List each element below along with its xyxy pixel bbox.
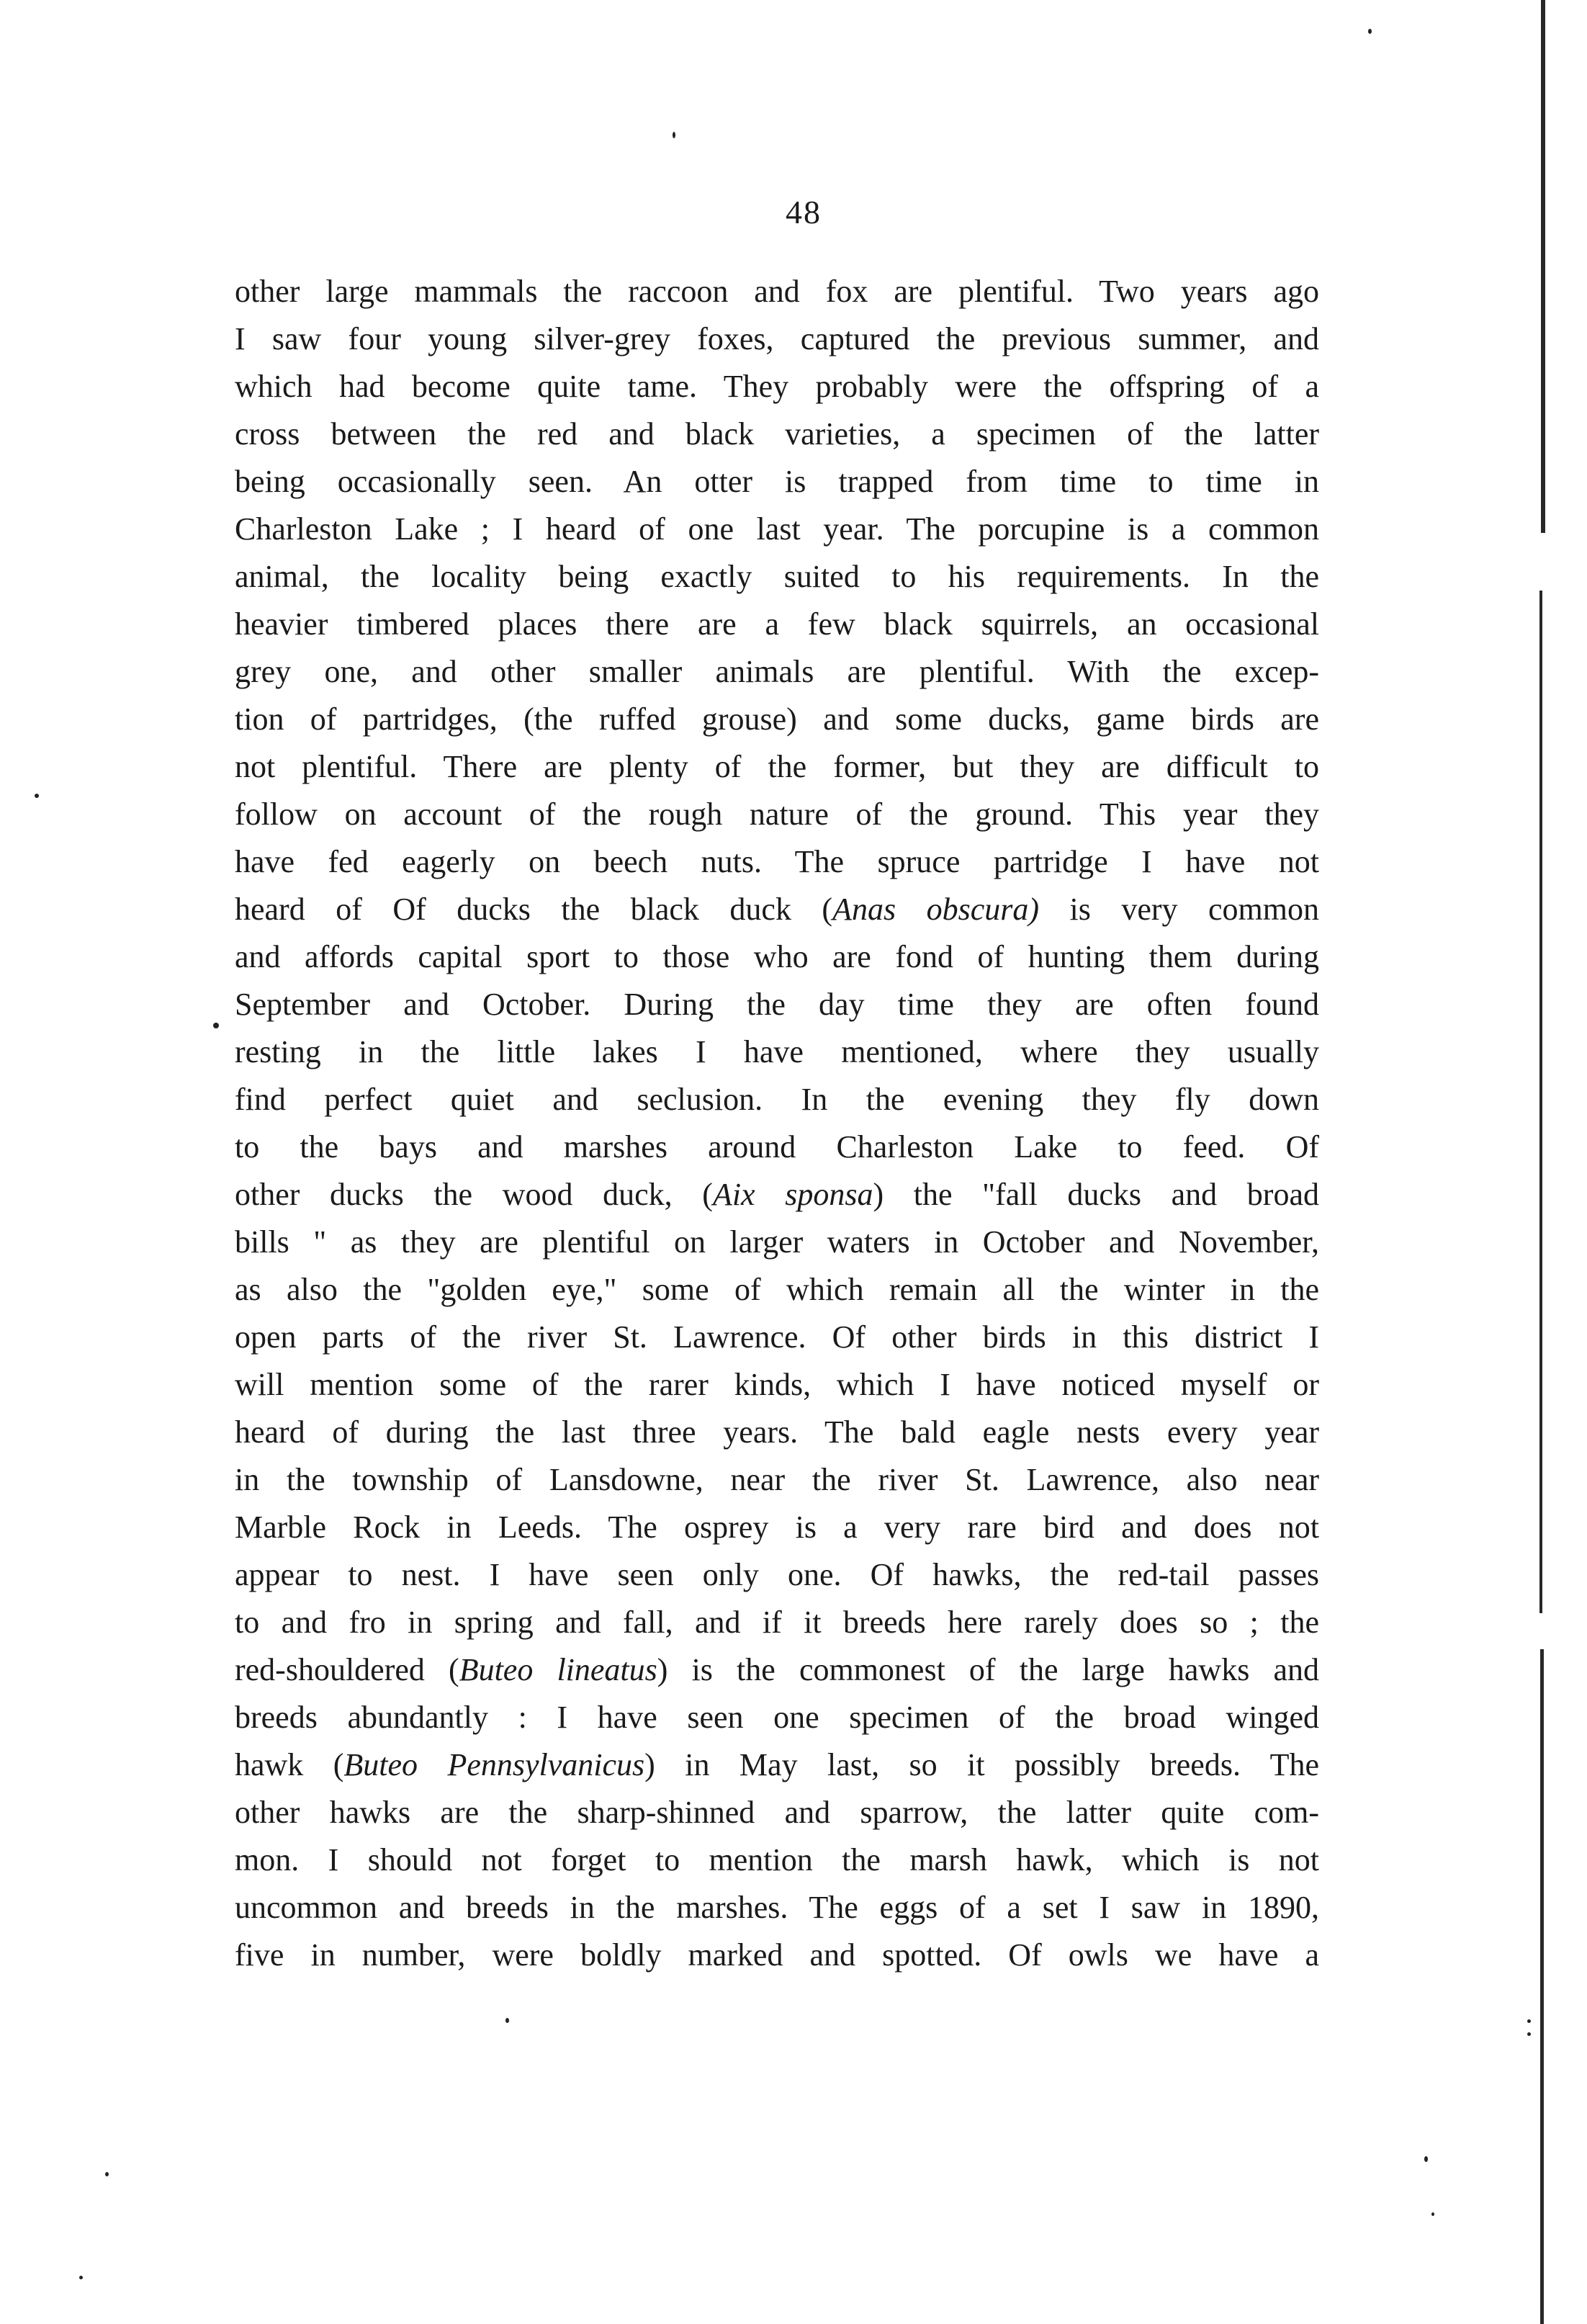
scan-speck — [35, 794, 39, 798]
text-segment: animal, the locality being exactly suited to his requirements. In the — [235, 559, 1319, 594]
text-segment: have fed eagerly on beech nuts. The spruce partridge I have not — [235, 844, 1319, 879]
text-segment: ) the "fall ducks and broad — [873, 1177, 1319, 1212]
scan-speck — [1431, 2212, 1434, 2216]
text-segment: bills " as they are plentiful on larger waters in October and November, — [235, 1224, 1319, 1260]
text-segment: heard of Of ducks the black duck ( — [235, 892, 833, 927]
text-line — [235, 1076, 1319, 1123]
text-segment: is very common — [1039, 892, 1319, 927]
text-segment: ) is the commonest of the large hawks and — [657, 1652, 1319, 1687]
text-line — [235, 886, 1319, 933]
text-line — [235, 743, 1319, 791]
text-segment: I saw four young silver-grey foxes, captured the previous summer, and — [235, 321, 1319, 356]
text-line — [235, 1314, 1319, 1361]
text-line — [235, 1884, 1319, 1932]
text-line — [235, 1171, 1319, 1219]
text-line — [235, 1932, 1319, 1979]
text-segment: and affords capital sport to those who are fond of hunting them during — [235, 939, 1319, 974]
text-line — [235, 1694, 1319, 1741]
text-line — [235, 696, 1319, 743]
text-segment: find perfect quiet and seclusion. In the evening they fly down — [235, 1082, 1319, 1117]
text-segment: red-shouldered ( — [235, 1652, 459, 1687]
text-segment: other large mammals the raccoon and fox are plentiful. Two years ago — [235, 274, 1319, 309]
scan-speck — [1368, 29, 1372, 34]
text-segment: to and fro in spring and fall, and if it breeds here rarely does so ; the — [235, 1605, 1319, 1640]
text-line — [235, 1741, 1319, 1789]
text-segment: cross between the red and black varieties, a specimen of the latter — [235, 416, 1319, 452]
italic-species-name: Buteo lineatus — [459, 1652, 657, 1687]
text-segment: other hawks are the sharp-shinned and sparrow, the latter quite com- — [235, 1795, 1319, 1830]
body-text — [235, 268, 1319, 1979]
text-line — [235, 1646, 1319, 1694]
text-segment: follow on account of the rough nature of the ground. This year they — [235, 797, 1319, 832]
text-line — [235, 838, 1319, 886]
text-segment: heard of during the last three years. The bald eagle nests every year — [235, 1414, 1319, 1450]
scan-speck — [1424, 2156, 1428, 2162]
scan-speck — [673, 132, 675, 138]
text-segment: grey one, and other smaller animals are plentiful. With the excep- — [235, 654, 1319, 689]
text-line — [235, 601, 1319, 648]
text-segment: uncommon and breeds in the marshes. The eggs of a set I saw in 1890, — [235, 1890, 1319, 1925]
text-line — [235, 315, 1319, 363]
text-line — [235, 506, 1319, 553]
scan-speck — [213, 1023, 219, 1028]
scan-speck — [1527, 2032, 1531, 2036]
text-line — [235, 1361, 1319, 1409]
text-line — [235, 933, 1319, 981]
text-line — [235, 410, 1319, 458]
text-line — [235, 1028, 1319, 1076]
text-segment: mon. I should not forget to mention the marsh hawk, which is not — [235, 1842, 1319, 1877]
text-line — [235, 981, 1319, 1028]
italic-species-name: Buteo Pennsylvanicus — [343, 1747, 645, 1782]
text-line — [235, 363, 1319, 410]
text-line — [235, 268, 1319, 315]
scan-binding-rule-top — [1541, 0, 1545, 533]
text-segment: September and October. During the day time they are often found — [235, 987, 1319, 1022]
text-segment: heavier timbered places there are a few black squirrels, an occasional — [235, 606, 1319, 642]
text-segment: ) in May last, so it possibly breeds. The — [644, 1747, 1320, 1782]
text-line — [235, 1266, 1319, 1314]
page-number: 48 — [786, 194, 822, 230]
text-segment: as also the "golden eye," some of which remain all the winter in the — [235, 1272, 1319, 1307]
text-line — [235, 1789, 1319, 1836]
italic-species-name: Anas obscura) — [832, 892, 1040, 927]
text-segment: to the bays and marshes around Charleston Lake to feed. Of — [235, 1129, 1319, 1165]
text-segment: other ducks the wood duck, ( — [235, 1177, 713, 1212]
scan-speck — [105, 2172, 109, 2176]
text-segment: breeds abundantly : I have seen one specimen of the broad winged — [235, 1700, 1319, 1735]
text-line — [235, 648, 1319, 696]
text-segment: resting in the little lakes I have mentioned, where they usually — [235, 1034, 1319, 1069]
text-line — [235, 1504, 1319, 1551]
scan-binding-rule-middle — [1539, 591, 1542, 1613]
text-line — [235, 1551, 1319, 1599]
text-segment: tion of partridges, (the ruffed grouse) and some ducks, game birds are — [235, 701, 1319, 737]
text-segment: appear to nest. I have seen only one. Of hawks, the red-tail passes — [235, 1557, 1319, 1592]
text-segment: Charleston Lake ; I heard of one last year. The porcupine is a common — [235, 511, 1319, 547]
text-segment: being occasionally seen. An otter is trapped from time to time in — [235, 464, 1319, 499]
scan-speck — [1527, 2019, 1531, 2023]
text-line — [235, 1836, 1319, 1884]
text-line — [235, 791, 1319, 838]
scan-binding-rule-bottom — [1540, 1649, 1544, 2324]
text-segment: in the township of Lansdowne, near the river St. Lawrence, also near — [235, 1462, 1319, 1497]
text-line — [235, 1456, 1319, 1504]
scan-speck — [79, 2276, 83, 2279]
scan-speck — [505, 2018, 509, 2023]
text-line — [235, 1123, 1319, 1171]
text-segment: open parts of the river St. Lawrence. Of other birds in this district I — [235, 1319, 1319, 1355]
text-line — [235, 1409, 1319, 1456]
text-segment: not plentiful. There are plenty of the former, but they are difficult to — [235, 749, 1319, 784]
text-segment: hawk ( — [235, 1747, 344, 1782]
text-segment: which had become quite tame. They probably were the offspring of a — [235, 369, 1319, 404]
italic-species-name: Aix sponsa — [712, 1177, 873, 1212]
text-segment: five in number, were boldly marked and spotted. Of owls we have a — [235, 1937, 1319, 1973]
text-line — [235, 1599, 1319, 1646]
text-line — [235, 1219, 1319, 1266]
text-segment: Marble Rock in Leeds. The osprey is a very rare bird and does not — [235, 1509, 1319, 1545]
text-segment: will mention some of the rarer kinds, which I have noticed myself or — [235, 1367, 1319, 1402]
text-line — [235, 553, 1319, 601]
text-line — [235, 458, 1319, 506]
